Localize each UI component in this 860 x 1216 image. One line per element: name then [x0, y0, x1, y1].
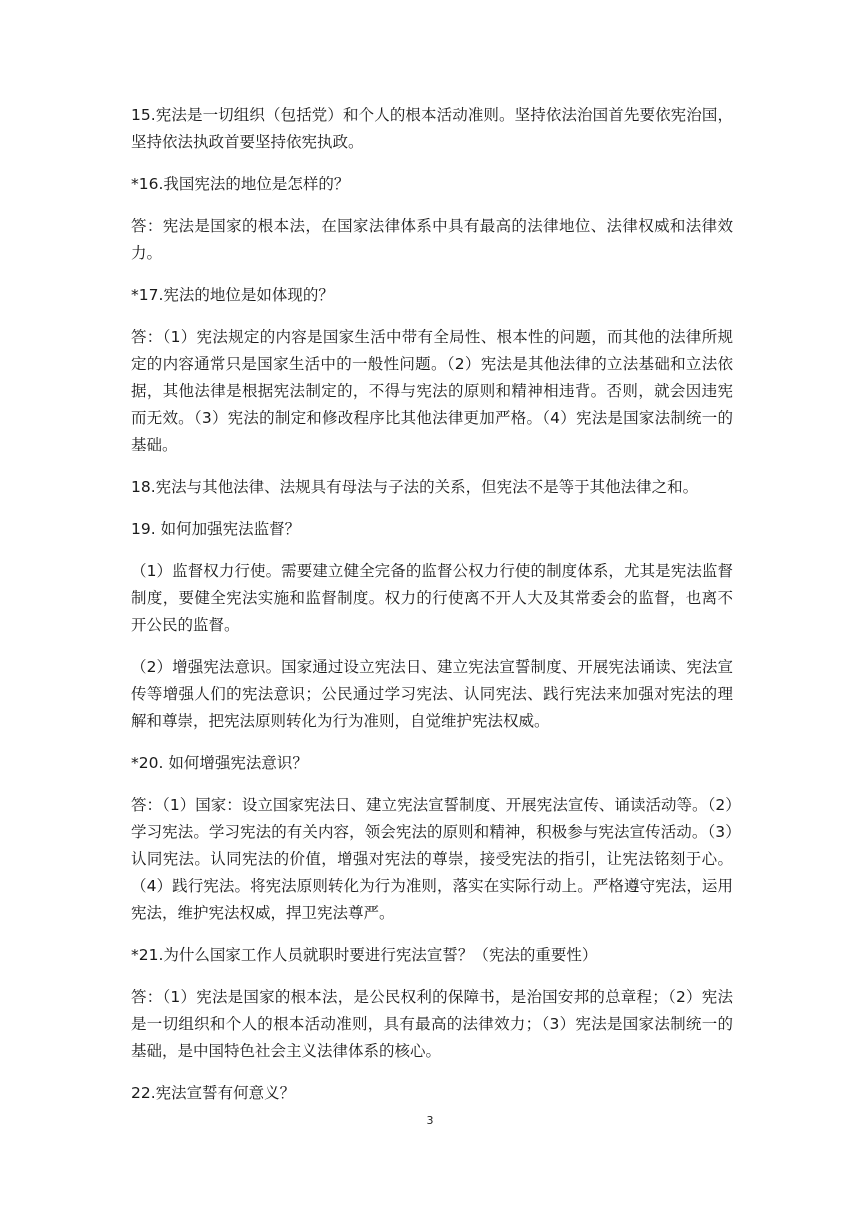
- answer-19-point-2: （2）增强宪法意识。国家通过设立宪法日、建立宪法宣誓制度、开展宪法诵读、宪法宣传等增强人们的宪法意识；公民通过学习宪法、认同宪法、践行宪法来加强对宪法的理解和尊崇，把宪法原则转化为行为准则，自觉维护宪法权威。: [131, 658, 733, 730]
- question-20: *20. 如何增强宪法意识？: [131, 754, 308, 772]
- paragraph-q15: 15.宪法是一切组织（包括党）和个人的根本活动准则。坚持依法治国首先要依宪治国，坚持依法执政首要坚持依宪执政。: [131, 106, 733, 151]
- answer-19-point-1: （1）监督权力行使。需要建立健全完备的监督公权力行使的制度体系，尤其是宪法监督制度，要健全宪法实施和监督制度。权力的行使离不开人大及其常委会的监督，也离不开公民的监督。: [131, 562, 733, 634]
- question-21: *21.为什么国家工作人员就职时要进行宪法宣誓？（宪法的重要性）: [131, 946, 598, 964]
- paragraph-q18: 18.宪法与其他法律、法规具有母法与子法的关系，但宪法不是等于其他法律之和。: [131, 478, 699, 496]
- question-19: 19. 如何加强宪法监督？: [131, 520, 301, 538]
- answer-20: 答：（1）国家：设立国家宪法日、建立宪法宣誓制度、开展宪法宣传、诵读活动等。（2）学习宪法。学习宪法的有关内容，领会宪法的原则和精神，积极参与宪法宣传活动。（3）认同宪法。认同宪法的价值，增强对宪法的尊崇，接受宪法的指引，让宪法铭刻于心。（4）践行宪法。将宪法原则转化为行为准则，落实在实际行动上。严格遵守宪法，运用宪法，维护宪法权威，捍卫宪法尊严。: [131, 796, 733, 922]
- question-22: 22.宪法宣誓有何意义？: [131, 1084, 296, 1102]
- answer-16: 答：宪法是国家的根本法，在国家法律体系中具有最高的法律地位、法律权威和法律效力。: [131, 217, 733, 262]
- answer-21: 答：（1）宪法是国家的根本法，是公民权利的保障书，是治国安邦的总章程；（2）宪法是一切组织和个人的根本活动准则，具有最高的法律效力；（3）宪法是国家法制统一的基础，是中国特色社会主义法律体系的核心。: [131, 988, 733, 1060]
- answer-17: 答：（1）宪法规定的内容是国家生活中带有全局性、根本性的问题，而其他的法律所规定的内容通常只是国家生活中的一般性问题。（2）宪法是其他法律的立法基础和立法依据，其他法律是根据宪法制定的，不得与宪法的原则和精神相违背。否则，就会因违宪而无效。（3）宪法的制定和修改程序比其他法律更加严格。（4）宪法是国家法制统一的基础。: [131, 328, 733, 454]
- page-number: 3: [426, 1114, 434, 1127]
- question-16: *16.我国宪法的地位是怎样的？: [131, 175, 350, 193]
- document-body: [131, 102, 733, 1122]
- question-17: *17.宪法的地位是如体现的？: [131, 286, 334, 304]
